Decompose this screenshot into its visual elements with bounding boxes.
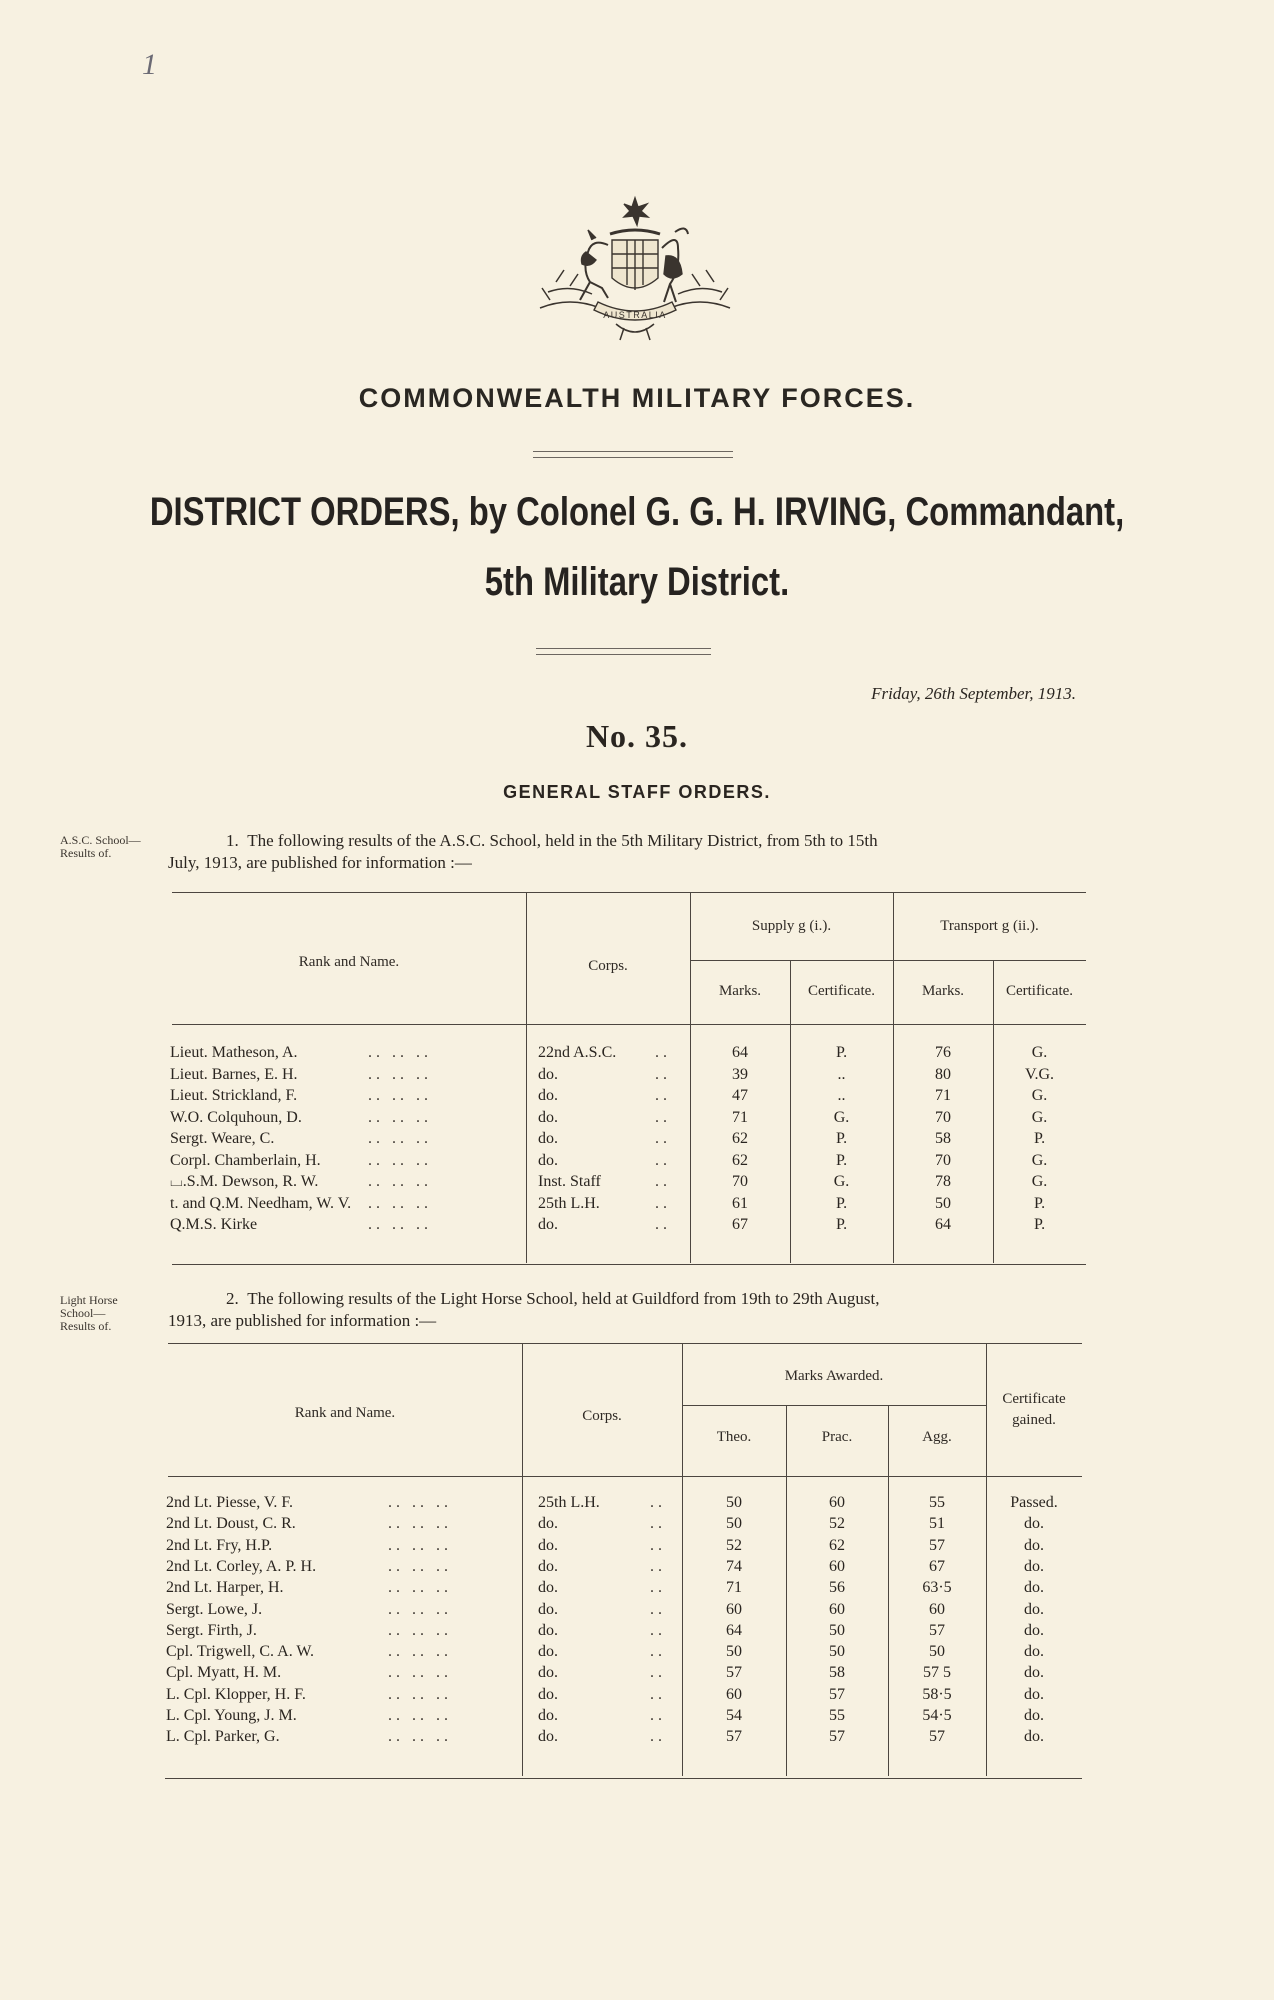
cell-rank-name: 2nd Lt. Harper, H. (166, 1579, 284, 1597)
cell-rank-name: 2nd Lt. Piesse, V. F. (166, 1494, 294, 1511)
cell-corps: do. (538, 1515, 558, 1533)
leader-dots: .. (655, 1216, 671, 1233)
margin-note-line: Results of. (60, 846, 112, 860)
paragraph-line: July, 1913, are published for information :— (168, 853, 472, 872)
leader-dots: .. .. .. (388, 1707, 452, 1724)
cell-agg: 58·5 (922, 1685, 952, 1703)
cell-rank-name: Lieut. Barnes, E. H. (170, 1065, 298, 1083)
cell-rank-name: Sergt. Lowe, J. (166, 1600, 263, 1618)
paragraph-line: The following results of the Light Horse School, held at Guildford from 19th to 29th August, (247, 1289, 880, 1308)
cell-corps: do. (538, 1685, 558, 1703)
table-row (0, 1643, 1274, 1664)
cell-prac: 56 (829, 1579, 845, 1597)
cell-transport-marks: 78 (935, 1173, 951, 1190)
cell-rank-name: L. Cpl. Klopper, H. F. (166, 1685, 306, 1703)
cell-supply-cert: G. (833, 1173, 850, 1190)
cell-prac: 57 (829, 1685, 845, 1703)
cell-rank-name: 2nd Lt. Fry, H.P. (166, 1536, 273, 1554)
cell-transport-cert: P. (1033, 1130, 1046, 1147)
cell-corps: do. (538, 1579, 558, 1597)
cell-theo: 74 (726, 1557, 742, 1575)
cell-certificate: do. (1024, 1685, 1044, 1703)
header-line: gained. (1012, 1412, 1056, 1428)
pencil-page-mark: 1 (142, 48, 157, 81)
table-row (0, 1109, 1274, 1130)
cell-agg: 57 (929, 1728, 945, 1746)
cell-transport-cert: G. (1031, 1108, 1048, 1126)
cell-theo: 57 (726, 1728, 742, 1746)
leader-dots: .. (650, 1685, 666, 1703)
cell-rank-name: L. Cpl. Parker, G. (166, 1728, 280, 1746)
leader-dots: .. .. .. (388, 1621, 452, 1639)
cell-certificate: do. (1024, 1515, 1044, 1533)
cell-rank-name: Cpl. Trigwell, C. A. W. (166, 1643, 315, 1661)
cell-corps: do. (538, 1536, 558, 1554)
leader-dots: .. .. .. (388, 1728, 452, 1746)
cell-corps: do. (538, 1664, 558, 1682)
item1-paragraph (168, 830, 1093, 874)
title-line-2: 5th Military District. (484, 560, 790, 604)
margin-note-light-horse (60, 1294, 118, 1333)
cell-theo: 60 (726, 1685, 742, 1703)
col-header-rank-name: Rank and Name. (298, 954, 400, 970)
table-row (0, 1066, 1274, 1087)
double-rule-bottom (536, 648, 711, 655)
cell-transport-marks: 64 (935, 1216, 951, 1233)
leader-dots: .. (650, 1664, 666, 1682)
cell-certificate: do. (1024, 1707, 1044, 1724)
cell-corps: do. (538, 1151, 558, 1169)
col-header-theo: Theo. (716, 1429, 752, 1445)
table-rule (168, 1476, 1082, 1477)
cell-supply-cert: P. (835, 1130, 848, 1147)
cell-corps: do. (538, 1600, 558, 1618)
cell-prac: 50 (829, 1621, 845, 1639)
cell-agg: 50 (929, 1643, 945, 1661)
leader-dots: .. .. .. (388, 1643, 452, 1661)
leader-dots: .. (655, 1065, 671, 1083)
leader-dots: .. (655, 1108, 671, 1126)
cell-prac: 55 (829, 1707, 845, 1724)
cell-rank-name: t. and Q.M. Needham, W. V. (170, 1194, 352, 1212)
table-row (0, 1173, 1274, 1194)
cell-transport-cert: G. (1031, 1173, 1048, 1190)
table-rule (168, 1343, 1082, 1344)
cell-agg: 57 (929, 1536, 945, 1554)
cell-certificate: do. (1024, 1579, 1044, 1597)
cell-corps: do. (538, 1108, 558, 1126)
cell-certificate: Passed. (1010, 1494, 1058, 1511)
cell-prac: 57 (829, 1728, 845, 1746)
col-header-certificate (986, 1389, 1082, 1431)
table-row (0, 1664, 1274, 1685)
margin-note-line: Light Horse (60, 1293, 118, 1307)
leader-dots: .. .. .. (388, 1515, 452, 1533)
cell-prac: 60 (829, 1494, 845, 1511)
cell-transport-cert: V.G. (1024, 1065, 1055, 1083)
cell-certificate: do. (1024, 1643, 1044, 1661)
cell-rank-name: Sergt. Weare, C. (170, 1130, 275, 1147)
scroll-text: AUSTRALIA (603, 310, 667, 320)
cell-agg: 55 (929, 1494, 945, 1511)
leader-dots: .. .. .. (368, 1173, 432, 1190)
cell-theo: 64 (726, 1621, 742, 1639)
table-row (0, 1622, 1274, 1643)
leader-dots: .. .. .. (388, 1557, 452, 1575)
col-header-corps: Corps. (588, 958, 628, 974)
leader-dots: .. (650, 1621, 666, 1639)
leader-dots: .. .. .. (368, 1108, 432, 1126)
cell-rank-name: Sergt. Firth, J. (166, 1621, 257, 1639)
header-line: Certificate (1002, 1391, 1066, 1407)
cell-supply-cert: G. (833, 1108, 850, 1126)
col-header-supply-marks: Marks. (718, 983, 762, 999)
table-row (0, 1494, 1274, 1515)
cell-corps: do. (538, 1087, 558, 1104)
leader-dots: .. (650, 1600, 666, 1618)
col-header-transport: Transport g (ii.). (940, 918, 1039, 934)
cell-prac: 60 (829, 1600, 845, 1618)
cell-corps: do. (538, 1557, 558, 1575)
margin-note-line: Results of. (60, 1319, 112, 1333)
title-line-1: DISTRICT ORDERS, by Colonel G. G. H. IRVING, Commandant, (149, 490, 1125, 534)
cell-theo: 50 (726, 1643, 742, 1661)
table-row (0, 1686, 1274, 1707)
margin-note-line: School— (60, 1306, 106, 1320)
cell-agg: 51 (929, 1515, 945, 1533)
table-rule (691, 960, 1086, 961)
leader-dots: .. .. .. (388, 1494, 452, 1511)
leader-dots: .. (650, 1557, 666, 1575)
cell-prac: 52 (829, 1515, 845, 1533)
cell-theo: 54 (726, 1707, 742, 1724)
cell-supply-cert: .. (837, 1065, 846, 1083)
table-rule (172, 892, 1086, 893)
cell-corps: 22nd A.S.C. (538, 1044, 617, 1061)
cell-supply-marks: 39 (732, 1065, 748, 1083)
leader-dots: .. (655, 1194, 671, 1212)
leader-dots: .. .. .. (368, 1130, 432, 1147)
leader-dots: .. (655, 1173, 671, 1190)
leader-dots: .. (650, 1536, 666, 1554)
table-row (0, 1044, 1274, 1065)
table-row (0, 1728, 1274, 1749)
leader-dots: .. .. .. (388, 1579, 452, 1597)
table-row (0, 1707, 1274, 1728)
cell-supply-marks: 62 (732, 1130, 748, 1147)
cell-transport-cert: G. (1031, 1087, 1048, 1104)
cell-certificate: do. (1024, 1621, 1044, 1639)
cell-corps: do. (538, 1707, 558, 1724)
cell-rank-name: L. Cpl. Young, J. M. (166, 1707, 297, 1724)
cell-prac: 50 (829, 1643, 845, 1661)
cell-corps: Inst. Staff (538, 1173, 601, 1190)
cell-corps: 25th L.H. (538, 1194, 600, 1212)
table-row (0, 1130, 1274, 1151)
cell-supply-marks: 67 (732, 1216, 748, 1233)
cell-supply-marks: 62 (732, 1151, 748, 1169)
leader-dots: .. .. .. (368, 1087, 432, 1104)
double-rule-top (533, 451, 733, 458)
cell-supply-cert: P. (835, 1151, 848, 1169)
paragraph-line: The following results of the A.S.C. School, held in the 5th Military District, from 5th to 15th (247, 831, 878, 850)
col-header-corps: Corps. (582, 1408, 622, 1424)
heading-forces: COMMONWEALTH MILITARY FORCES. (358, 383, 916, 413)
cell-prac: 58 (829, 1664, 845, 1682)
cell-corps: do. (538, 1728, 558, 1746)
cell-transport-marks: 76 (935, 1044, 951, 1061)
cell-supply-marks: 71 (732, 1108, 748, 1126)
table-row (0, 1195, 1274, 1216)
paragraph-line: 1913, are published for information :— (168, 1311, 437, 1330)
cell-agg: 57 (929, 1621, 945, 1639)
col-header-rank-name: Rank and Name. (294, 1405, 396, 1421)
cell-transport-marks: 50 (935, 1194, 951, 1212)
table-row (0, 1087, 1274, 1108)
cell-rank-name: 2nd Lt. Doust, C. R. (166, 1515, 296, 1533)
cell-corps: do. (538, 1643, 558, 1661)
cell-certificate: do. (1024, 1557, 1044, 1575)
cell-certificate: do. (1024, 1600, 1044, 1618)
leader-dots: .. (655, 1151, 671, 1169)
leader-dots: .. .. .. (368, 1216, 432, 1233)
col-header-transport-cert: Certificate. (1005, 983, 1074, 999)
table-row (0, 1579, 1274, 1600)
cell-transport-cert: G. (1031, 1044, 1048, 1061)
cell-transport-marks: 58 (935, 1130, 951, 1147)
cell-prac: 60 (829, 1557, 845, 1575)
col-header-agg: Agg. (922, 1429, 952, 1445)
table-row (0, 1152, 1274, 1173)
cell-transport-cert: P. (1033, 1194, 1046, 1212)
leader-dots: .. (650, 1643, 666, 1661)
item2-paragraph (168, 1288, 1093, 1332)
cell-supply-cert: P. (835, 1216, 848, 1233)
margin-note-asc (60, 834, 141, 860)
cell-theo: 57 (726, 1664, 742, 1682)
cell-supply-marks: 47 (732, 1087, 748, 1104)
cell-theo: 52 (726, 1536, 742, 1554)
cell-agg: 67 (929, 1557, 945, 1575)
cell-certificate: do. (1024, 1728, 1044, 1746)
leader-dots: .. .. .. (388, 1664, 452, 1682)
cell-rank-name: Lieut. Strickland, F. (170, 1087, 298, 1104)
leader-dots: .. .. .. (368, 1044, 432, 1061)
cell-corps: do. (538, 1065, 558, 1083)
cell-supply-cert: .. (837, 1087, 846, 1104)
table-row (0, 1601, 1274, 1622)
leader-dots: .. .. .. (368, 1194, 432, 1212)
cell-agg: 57 5 (923, 1664, 951, 1682)
cell-supply-marks: 64 (732, 1044, 748, 1061)
col-header-marks-awarded: Marks Awarded. (784, 1368, 884, 1384)
cell-rank-name: Corpl. Chamberlain, H. (170, 1151, 321, 1169)
cell-rank-name: W.O. Colquhoun, D. (170, 1108, 302, 1126)
cell-corps: 25th L.H. (538, 1494, 600, 1511)
margin-note-line: A.S.C. School— (60, 833, 141, 847)
leader-dots: .. .. .. (388, 1685, 452, 1703)
cell-theo: 71 (726, 1579, 742, 1597)
col-header-prac: Prac. (821, 1429, 853, 1445)
cell-corps: do. (538, 1216, 558, 1233)
leader-dots: .. (650, 1494, 666, 1511)
cell-supply-cert: P. (835, 1194, 848, 1212)
cell-theo: 60 (726, 1600, 742, 1618)
cell-certificate: do. (1024, 1664, 1044, 1682)
col-header-supply: Supply g (i.). (751, 918, 832, 934)
table-row (0, 1537, 1274, 1558)
table-rule (172, 1024, 1086, 1025)
cell-transport-cert: G. (1031, 1151, 1048, 1169)
cell-transport-cert: P. (1033, 1216, 1046, 1233)
leader-dots: .. .. .. (368, 1151, 432, 1169)
cell-transport-marks: 80 (935, 1065, 951, 1083)
cell-rank-name: Cpl. Myatt, H. M. (166, 1664, 282, 1682)
coat-of-arms-icon (530, 190, 740, 345)
leader-dots: .. .. .. (368, 1065, 432, 1083)
leader-dots: .. .. .. (388, 1536, 452, 1554)
leader-dots: .. (650, 1515, 666, 1533)
cell-rank-name: 2nd Lt. Corley, A. P. H. (166, 1557, 317, 1575)
table-row (0, 1515, 1274, 1536)
leader-dots: .. (650, 1579, 666, 1597)
order-date: Friday, 26th September, 1913. (871, 684, 1076, 703)
col-header-transport-marks: Marks. (921, 983, 965, 999)
cell-supply-marks: 70 (732, 1173, 748, 1190)
leader-dots: .. (650, 1707, 666, 1724)
cell-supply-cert: P. (835, 1044, 848, 1061)
table-rule (172, 1264, 1086, 1265)
col-header-supply-cert: Certificate. (807, 983, 876, 999)
cell-transport-marks: 71 (935, 1087, 951, 1104)
section-title: GENERAL STAFF ORDERS. (503, 782, 771, 802)
cell-rank-name: ⌴.S.M. Dewson, R. W. (170, 1173, 319, 1190)
item-number: 2. (226, 1289, 239, 1308)
cell-transport-marks: 70 (935, 1108, 951, 1126)
leader-dots: .. .. .. (388, 1600, 452, 1618)
cell-theo: 50 (726, 1494, 742, 1511)
leader-dots: .. (655, 1044, 671, 1061)
cell-prac: 62 (829, 1536, 845, 1554)
cell-corps: do. (538, 1130, 558, 1147)
cell-supply-marks: 61 (732, 1194, 748, 1212)
cell-agg: 60 (929, 1600, 945, 1618)
leader-dots: .. (655, 1087, 671, 1104)
cell-rank-name: Lieut. Matheson, A. (170, 1044, 298, 1061)
cell-certificate: do. (1024, 1536, 1044, 1554)
table-row (0, 1558, 1274, 1579)
cell-theo: 50 (726, 1515, 742, 1533)
table-rule (165, 1778, 1082, 1779)
leader-dots: .. (655, 1130, 671, 1147)
cell-transport-marks: 70 (935, 1151, 951, 1169)
cell-rank-name: Q.M.S. Kirke (170, 1216, 258, 1233)
leader-dots: .. (650, 1728, 666, 1746)
cell-agg: 63·5 (922, 1579, 952, 1597)
table-row (0, 1216, 1274, 1237)
order-number: No. 35. (585, 718, 689, 754)
item-number: 1. (226, 831, 239, 850)
cell-corps: do. (538, 1621, 558, 1639)
table-rule (682, 1405, 986, 1406)
cell-agg: 54·5 (922, 1707, 952, 1724)
